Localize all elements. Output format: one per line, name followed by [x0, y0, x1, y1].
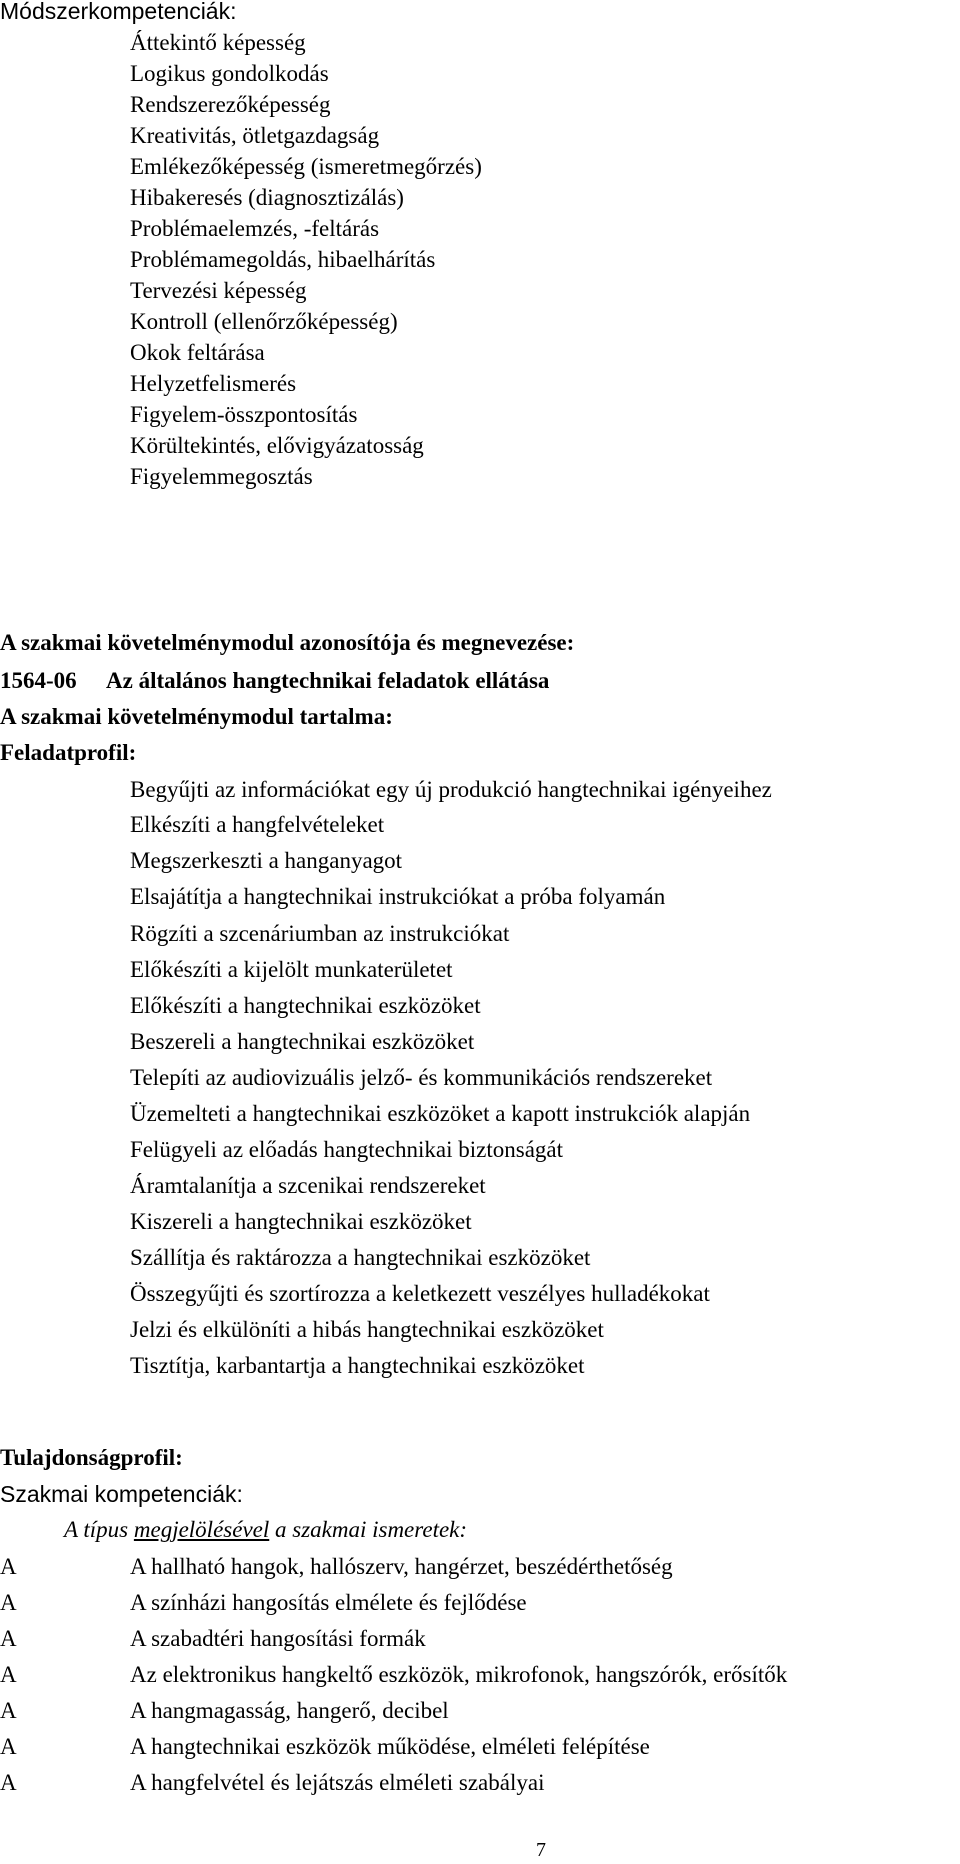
- list-item: Problémamegoldás, hibaelhárítás: [130, 247, 436, 272]
- professional-competencies-heading: Szakmai kompetenciák:: [0, 1481, 243, 1507]
- list-item: Problémaelemzés, -feltárás: [130, 216, 380, 241]
- knowledge-type: A: [0, 1770, 17, 1795]
- module-content-label: A szakmai követelménymodul tartalma:: [0, 704, 393, 729]
- list-item: Összegyűjti és szortírozza a keletkezett veszélyes hulladékokat: [130, 1281, 710, 1306]
- list-item: Előkészíti a kijelölt munkaterületet: [130, 957, 453, 982]
- knowledge-type: A: [0, 1734, 17, 1759]
- knowledge-row: [0, 1769, 960, 1799]
- list-item: Kiszereli a hangtechnikai eszközöket: [130, 1209, 472, 1234]
- knowledge-text: A hallható hangok, hallószerv, hangérzet, beszédérthetőség: [130, 1554, 673, 1579]
- knowledge-row: [0, 1625, 960, 1655]
- list-item: Előkészíti a hangtechnikai eszközöket: [130, 993, 481, 1018]
- task-profile-heading: Feladatprofil:: [0, 740, 137, 765]
- list-item: Logikus gondolkodás: [130, 61, 329, 86]
- method-competencies-heading: Módszerkompetenciák:: [0, 0, 237, 24]
- knowledge-text: A szabadtéri hangosítási formák: [130, 1626, 426, 1651]
- module-name: Az általános hangtechnikai feladatok ellátása: [106, 668, 550, 693]
- knowledge-type: A: [0, 1590, 17, 1615]
- list-item: Szállítja és raktározza a hangtechnikai eszközöket: [130, 1245, 591, 1270]
- page-number: 7: [536, 1839, 546, 1861]
- knowledge-row: [0, 1661, 960, 1691]
- list-item: Helyzetfelismerés: [130, 371, 297, 396]
- list-item: Jelzi és elkülöníti a hibás hangtechnikai eszközöket: [130, 1317, 604, 1342]
- knowledge-type: A: [0, 1698, 17, 1723]
- list-item: Felügyeli az előadás hangtechnikai biztonságát: [130, 1137, 564, 1162]
- module-code: 1564-06: [0, 668, 77, 693]
- knowledge-text: A hangfelvétel és lejátszás elméleti szabályai: [130, 1770, 545, 1795]
- knowledge-type: A: [0, 1554, 17, 1579]
- list-item: Körültekintés, elővigyázatosság: [130, 433, 424, 458]
- list-item: Üzemelteti a hangtechnikai eszközöket a kapott instrukciók alapján: [130, 1101, 751, 1126]
- list-item: Begyűjti az információkat egy új produkció hangtechnikai igényeihez: [130, 777, 772, 802]
- knowledge-text: Az elektronikus hangkeltő eszközök, mikrofonok, hangszórók, erősítők: [130, 1662, 788, 1687]
- list-item: Telepíti az audiovizuális jelző- és kommunikációs rendszereket: [130, 1065, 713, 1090]
- list-item: Okok feltárása: [130, 340, 265, 365]
- list-item: Áttekintő képesség: [130, 30, 306, 55]
- type-marking-label: A típus megjelölésével a szakmai ismeretek:: [64, 1517, 468, 1542]
- list-item: Elkészíti a hangfelvételeket: [130, 812, 385, 837]
- module-id-label: A szakmai követelménymodul azonosítója és megnevezése:: [0, 630, 575, 655]
- list-item: Hibakeresés (diagnosztizálás): [130, 185, 404, 210]
- knowledge-row: [0, 1733, 960, 1763]
- list-item: Áramtalanítja a szcenikai rendszereket: [130, 1173, 486, 1198]
- knowledge-text: A hangmagasság, hangerő, decibel: [130, 1698, 449, 1723]
- list-item: Tisztítja, karbantartja a hangtechnikai eszközöket: [130, 1353, 585, 1378]
- list-item: Figyelem-összpontosítás: [130, 402, 358, 427]
- knowledge-row: [0, 1589, 960, 1619]
- knowledge-row: [0, 1697, 960, 1727]
- list-item: Beszereli a hangtechnikai eszközöket: [130, 1029, 475, 1054]
- list-item: Tervezési képesség: [130, 278, 307, 303]
- list-item: Rögzíti a szcenáriumban az instrukciókat: [130, 921, 510, 946]
- list-item: Megszerkeszti a hanganyagot: [130, 848, 403, 873]
- list-item: Figyelemmegosztás: [130, 464, 313, 489]
- knowledge-row: [0, 1553, 960, 1583]
- list-item: Emlékezőképesség (ismeretmegőrzés): [130, 154, 482, 179]
- knowledge-text: A hangtechnikai eszközök működése, elméleti felépítése: [130, 1734, 650, 1759]
- list-item: Rendszerezőképesség: [130, 92, 331, 117]
- knowledge-type: A: [0, 1662, 17, 1687]
- list-item: Kreativitás, ötletgazdagság: [130, 123, 380, 148]
- knowledge-text: A színházi hangosítás elmélete és fejlődése: [130, 1590, 527, 1615]
- list-item: Kontroll (ellenőrzőképesség): [130, 309, 398, 334]
- knowledge-type: A: [0, 1626, 17, 1651]
- property-profile-heading: Tulajdonságprofil:: [0, 1445, 183, 1470]
- list-item: Elsajátítja a hangtechnikai instrukciókat a próba folyamán: [130, 884, 666, 909]
